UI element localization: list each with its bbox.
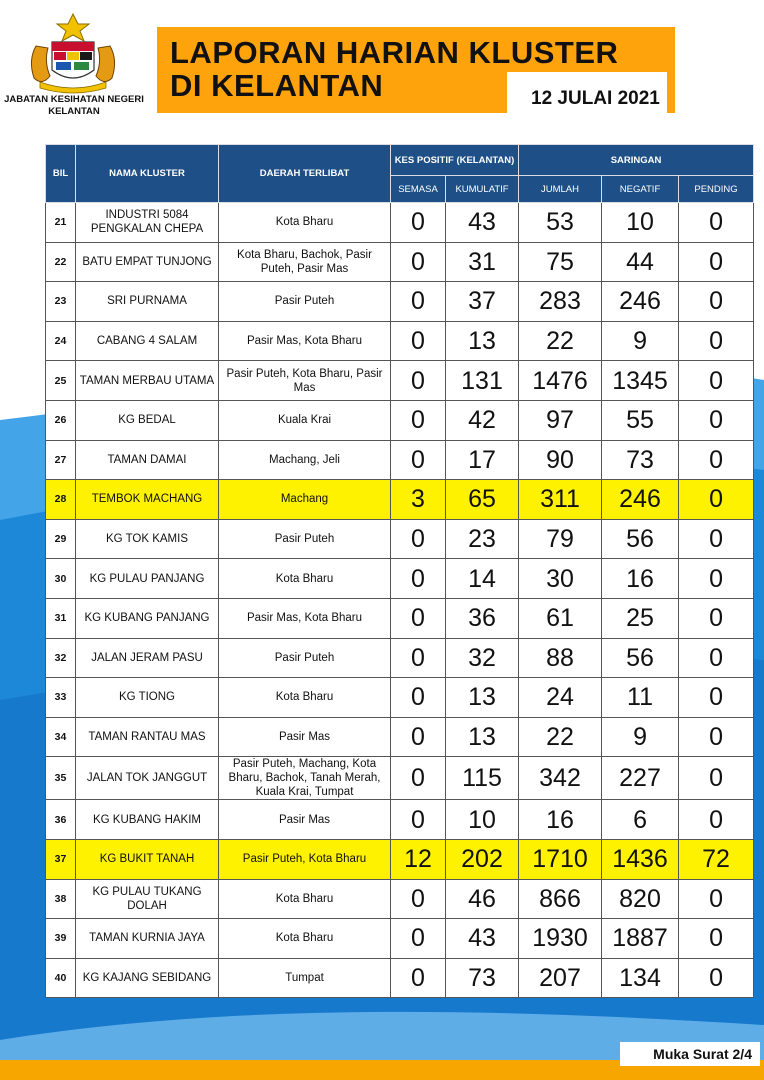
cell-daerah: Pasir Mas [219,800,391,840]
cell-semasa: 0 [391,203,446,243]
cell-nama-kluster: TAMAN KURNIA JAYA [76,919,219,959]
cell-nama-kluster: INDUSTRI 5084 PENGKALAN CHEPA [76,203,219,243]
table-row [46,321,754,361]
page-title-line1: LAPORAN HARIAN KLUSTER [170,35,619,70]
cell-nama-kluster: KG PULAU PANJANG [76,559,219,599]
cell-bil: 24 [46,321,76,361]
cell-kumulatif: 115 [446,757,519,800]
cell-pending: 0 [679,919,754,959]
cell-bil: 28 [46,480,76,520]
header-pending: PENDING [679,176,754,203]
cell-negatif: 1345 [602,361,679,401]
cell-semasa: 0 [391,800,446,840]
table-row [46,559,754,599]
cell-daerah: Pasir Mas, Kota Bharu [219,321,391,361]
cell-jumlah: 53 [519,203,602,243]
cell-pending: 0 [679,879,754,919]
cell-semasa: 12 [391,839,446,879]
cell-bil: 30 [46,559,76,599]
cell-negatif: 10 [602,203,679,243]
cell-jumlah: 88 [519,638,602,678]
cell-daerah: Pasir Puteh [219,282,391,322]
cell-pending: 0 [679,282,754,322]
cell-pending: 0 [679,361,754,401]
header-jumlah: JUMLAH [519,176,602,203]
table-row [46,400,754,440]
cell-negatif: 6 [602,800,679,840]
table-row [46,440,754,480]
cell-bil: 26 [46,400,76,440]
page-number-box [620,1042,760,1066]
header-kes-positif: KES POSITIF (KELANTAN) [391,145,519,176]
cell-daerah: Kota Bharu [219,919,391,959]
cell-daerah: Machang [219,480,391,520]
header-kumulatif: KUMULATIF [446,176,519,203]
cell-bil: 32 [46,638,76,678]
table-row [46,598,754,638]
cell-daerah: Pasir Puteh [219,519,391,559]
cell-negatif: 246 [602,282,679,322]
cell-bil: 31 [46,598,76,638]
cell-semasa: 0 [391,717,446,757]
cell-jumlah: 1476 [519,361,602,401]
cell-negatif: 56 [602,638,679,678]
cell-semasa: 0 [391,638,446,678]
table-row [46,800,754,840]
cell-bil: 21 [46,203,76,243]
table-row [46,958,754,998]
header-negatif: NEGATIF [602,176,679,203]
cell-daerah: Pasir Puteh [219,638,391,678]
header-bil: BIL [46,145,76,203]
cell-daerah: Pasir Mas [219,717,391,757]
table-row [46,361,754,401]
cell-jumlah: 24 [519,678,602,718]
cell-daerah: Pasir Puteh, Kota Bharu, Pasir Mas [219,361,391,401]
cell-pending: 0 [679,400,754,440]
cell-jumlah: 90 [519,440,602,480]
department-name: JABATAN KESIHATAN NEGERI KELANTAN [4,94,144,117]
table-row [46,519,754,559]
cell-jumlah: 16 [519,800,602,840]
cell-negatif: 11 [602,678,679,718]
cell-nama-kluster: KG KUBANG HAKIM [76,800,219,840]
cell-jumlah: 207 [519,958,602,998]
cell-negatif: 9 [602,321,679,361]
table-row [46,480,754,520]
cell-jumlah: 75 [519,242,602,282]
cell-negatif: 820 [602,879,679,919]
cell-nama-kluster: KG TIONG [76,678,219,718]
cell-nama-kluster: KG PULAU TUKANG DOLAH [76,879,219,919]
cell-bil: 35 [46,757,76,800]
cell-pending: 0 [679,321,754,361]
cell-jumlah: 30 [519,559,602,599]
cell-nama-kluster: JALAN TOK JANGGUT [76,757,219,800]
cell-pending: 0 [679,800,754,840]
cell-semasa: 0 [391,440,446,480]
cell-negatif: 73 [602,440,679,480]
cell-jumlah: 866 [519,879,602,919]
cell-nama-kluster: SRI PURNAMA [76,282,219,322]
cell-negatif: 55 [602,400,679,440]
table-row [46,242,754,282]
report-date-box [507,72,667,114]
cell-pending: 0 [679,519,754,559]
cell-kumulatif: 65 [446,480,519,520]
cell-bil: 33 [46,678,76,718]
cell-jumlah: 342 [519,757,602,800]
cell-daerah: Pasir Puteh, Machang, Kota Bharu, Bachok, Tanah Merah, Kuala Krai, Tumpat [219,757,391,800]
cell-pending: 0 [679,638,754,678]
cell-pending: 0 [679,678,754,718]
cell-kumulatif: 43 [446,203,519,243]
cell-negatif: 1887 [602,919,679,959]
cell-semasa: 0 [391,400,446,440]
cell-kumulatif: 23 [446,519,519,559]
cell-jumlah: 1710 [519,839,602,879]
cell-nama-kluster: JALAN JERAM PASU [76,638,219,678]
cell-daerah: Kota Bharu [219,678,391,718]
cell-kumulatif: 36 [446,598,519,638]
cell-bil: 29 [46,519,76,559]
cell-jumlah: 61 [519,598,602,638]
cell-kumulatif: 13 [446,321,519,361]
table-row [46,282,754,322]
cell-negatif: 16 [602,559,679,599]
cell-nama-kluster: TAMAN DAMAI [76,440,219,480]
cell-nama-kluster: KG BEDAL [76,400,219,440]
cell-jumlah: 22 [519,717,602,757]
cell-bil: 37 [46,839,76,879]
cell-kumulatif: 131 [446,361,519,401]
cell-bil: 39 [46,919,76,959]
page-number: Muka Surat 2/4 [653,1046,752,1062]
table-row [46,919,754,959]
cell-semasa: 0 [391,919,446,959]
cell-semasa: 0 [391,678,446,718]
table-row [46,839,754,879]
cell-pending: 0 [679,559,754,599]
cell-negatif: 134 [602,958,679,998]
cell-semasa: 0 [391,321,446,361]
cell-pending: 0 [679,203,754,243]
cell-jumlah: 79 [519,519,602,559]
cell-pending: 0 [679,717,754,757]
cell-negatif: 25 [602,598,679,638]
cell-kumulatif: 42 [446,400,519,440]
cell-jumlah: 97 [519,400,602,440]
cell-nama-kluster: TAMAN MERBAU UTAMA [76,361,219,401]
cell-negatif: 246 [602,480,679,520]
cell-kumulatif: 43 [446,919,519,959]
cell-bil: 27 [46,440,76,480]
cell-kumulatif: 13 [446,717,519,757]
cell-pending: 0 [679,440,754,480]
cell-pending: 72 [679,839,754,879]
cell-bil: 23 [46,282,76,322]
table-row [46,717,754,757]
cell-semasa: 3 [391,480,446,520]
cell-bil: 36 [46,800,76,840]
cell-nama-kluster: KG TOK KAMIS [76,519,219,559]
cell-kumulatif: 17 [446,440,519,480]
cell-nama-kluster: CABANG 4 SALAM [76,321,219,361]
cell-pending: 0 [679,598,754,638]
cell-nama-kluster: KG BUKIT TANAH [76,839,219,879]
table-row [46,638,754,678]
cell-kumulatif: 13 [446,678,519,718]
cell-daerah: Kuala Krai [219,400,391,440]
cell-kumulatif: 37 [446,282,519,322]
table-row [46,203,754,243]
cell-pending: 0 [679,958,754,998]
cluster-table-body [46,203,754,998]
cell-bil: 22 [46,242,76,282]
cell-pending: 0 [679,242,754,282]
cell-daerah: Machang, Jeli [219,440,391,480]
cell-bil: 34 [46,717,76,757]
cell-negatif: 9 [602,717,679,757]
cell-kumulatif: 10 [446,800,519,840]
cell-daerah: Pasir Mas, Kota Bharu [219,598,391,638]
cell-negatif: 56 [602,519,679,559]
cell-nama-kluster: KG KUBANG PANJANG [76,598,219,638]
cell-kumulatif: 31 [446,242,519,282]
cell-jumlah: 1930 [519,919,602,959]
cell-bil: 38 [46,879,76,919]
cell-semasa: 0 [391,958,446,998]
cell-bil: 40 [46,958,76,998]
cell-bil: 25 [46,361,76,401]
cell-nama-kluster: BATU EMPAT TUNJONG [76,242,219,282]
cell-pending: 0 [679,480,754,520]
cell-jumlah: 283 [519,282,602,322]
cell-negatif: 44 [602,242,679,282]
cell-pending: 0 [679,757,754,800]
cell-semasa: 0 [391,242,446,282]
header-nama-kluster: NAMA KLUSTER [76,145,219,203]
cell-semasa: 0 [391,879,446,919]
cell-nama-kluster: TAMAN RANTAU MAS [76,717,219,757]
cell-daerah: Kota Bharu [219,203,391,243]
cell-nama-kluster: TEMBOK MACHANG [76,480,219,520]
cell-semasa: 0 [391,559,446,599]
cell-semasa: 0 [391,282,446,322]
cell-jumlah: 311 [519,480,602,520]
header-daerah-terlibat: DAERAH TERLIBAT [219,145,391,203]
cell-semasa: 0 [391,519,446,559]
report-date: 12 JULAI 2021 [531,88,660,109]
cell-kumulatif: 46 [446,879,519,919]
cell-daerah: Kota Bharu [219,879,391,919]
cell-kumulatif: 14 [446,559,519,599]
cell-kumulatif: 202 [446,839,519,879]
cell-nama-kluster: KG KAJANG SEBIDANG [76,958,219,998]
cell-semasa: 0 [391,598,446,638]
cell-semasa: 0 [391,361,446,401]
cell-daerah: Kota Bharu [219,559,391,599]
cell-kumulatif: 32 [446,638,519,678]
cluster-table [45,144,754,998]
cell-kumulatif: 73 [446,958,519,998]
table-row [46,757,754,800]
cell-negatif: 227 [602,757,679,800]
table-row [46,678,754,718]
cell-semasa: 0 [391,757,446,800]
cell-negatif: 1436 [602,839,679,879]
cell-daerah: Pasir Puteh, Kota Bharu [219,839,391,879]
header-saringan: SARINGAN [519,145,754,176]
page-title-line2: DI KELANTAN [170,68,384,103]
header-semasa: SEMASA [391,176,446,203]
cell-daerah: Tumpat [219,958,391,998]
cell-jumlah: 22 [519,321,602,361]
table-row [46,879,754,919]
cell-daerah: Kota Bharu, Bachok, Pasir Puteh, Pasir Mas [219,242,391,282]
